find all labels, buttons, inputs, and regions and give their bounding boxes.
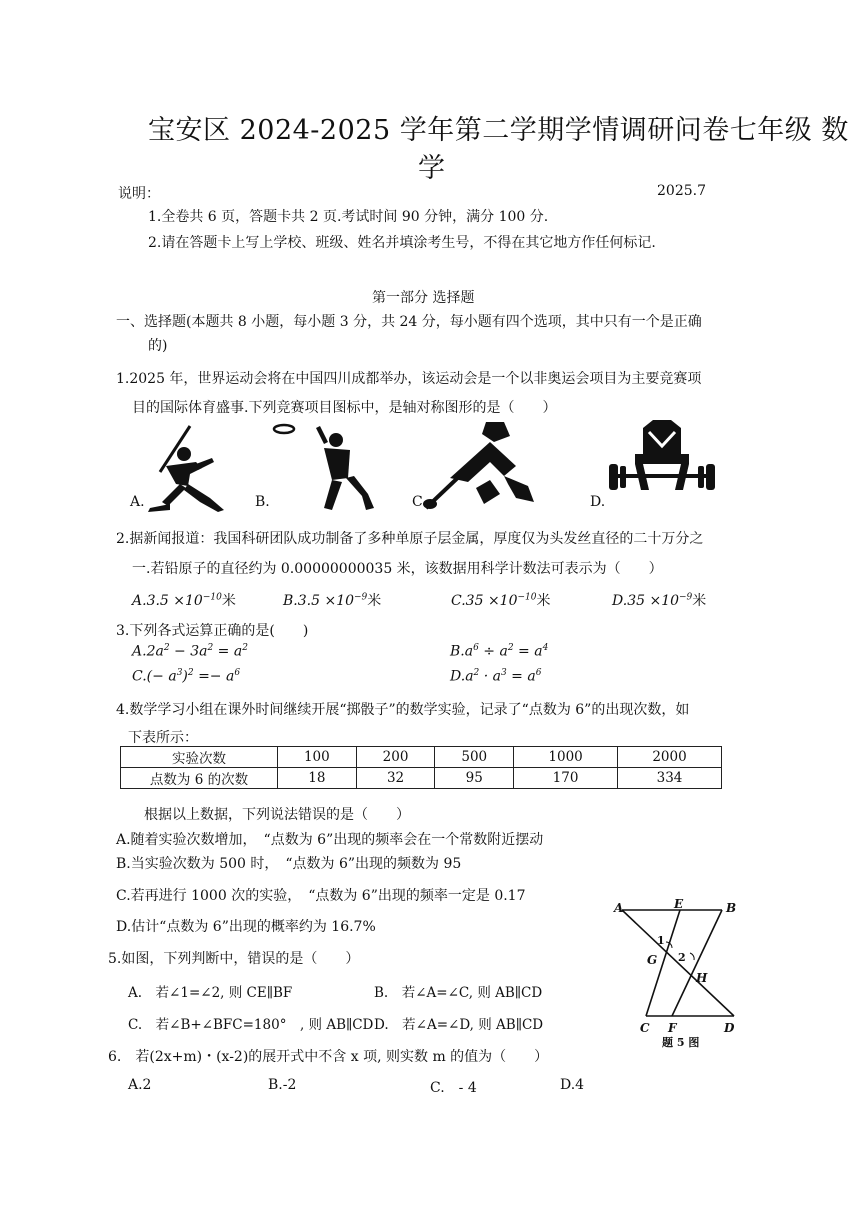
q2-option-b-coef: 3.5	[297, 593, 321, 609]
q6-option-c: C. - 4	[430, 1080, 477, 1096]
q2-option-d-letter: D.	[612, 593, 628, 609]
q1-icon-b-frisbee	[262, 424, 386, 512]
q2-option-c: $C.35 \times 10^{-10}$米	[451, 592, 551, 609]
q2-option-d: $D.35 \times 10^{-9}$米	[612, 592, 707, 609]
q2-option-d-exp: −9	[679, 592, 693, 603]
table-cell: 点数为 6 的次数	[121, 768, 278, 789]
q2-option-b-unit: 米	[367, 593, 382, 609]
part-title: 第一部分 选择题	[372, 290, 475, 306]
q2-option-a-unit: 米	[221, 593, 236, 609]
table-cell: 100	[278, 747, 357, 768]
q6-stem: 6. 若(2x+m)・(x-2)的展开式中不含 x 项, 则实数 m 的值为（ ）	[108, 1049, 549, 1065]
q3-option-b: $B.a^6 \div a^2 = a^4$	[450, 643, 549, 660]
table-row	[121, 768, 722, 789]
q5-option-b: B. 若∠A=∠C, 则 AB∥CD	[374, 985, 543, 1001]
page-title-line2: 学	[418, 153, 446, 184]
point-label: G	[647, 953, 658, 967]
table-cell: 32	[356, 768, 435, 789]
point-label: H	[696, 971, 708, 985]
q3-stem: 3.下列各式运算正确的是( )	[116, 623, 309, 639]
q2-option-c-letter: C.	[451, 593, 466, 609]
table-cell: 170	[514, 768, 618, 789]
angle-label: 2	[678, 951, 686, 964]
q1-option-c: C.	[412, 494, 427, 510]
q2-option-c-coef: 35	[465, 593, 484, 609]
q6-option-b: B.-2	[268, 1077, 297, 1093]
q2-option-a-exp: −10	[202, 592, 222, 603]
q3-option-a-letter: A.	[132, 643, 147, 660]
page-title-line1: 宝安区 2024-2025 学年第二学期学情调研问卷七年级 数	[148, 115, 849, 146]
q2-option-d-unit: 米	[692, 593, 707, 609]
table-cell: 实验次数	[121, 747, 278, 768]
q3-option-d-letter: D.	[450, 668, 466, 685]
q1-icon-a-fencing	[140, 424, 230, 512]
q3-option-b-letter: B.	[450, 643, 465, 660]
q1-stem-line1: 1.2025 年，世界运动会将在中国四川成都举办，该运动会是一个以非奥运会项目为主要竞赛项	[116, 371, 702, 387]
exam-date: 2025.7	[657, 183, 706, 199]
q5-stem: 5.如图，下列判断中，错误的是（ ）	[108, 951, 360, 967]
table-cell: 1000	[514, 747, 618, 768]
q2-stem-line2: 一.若铅原子的直径约为 0.00000000035 米，该数据用科学计数法可表示为（ ）	[132, 561, 663, 577]
q2-stem-line1: 2.据新闻报道：我国科研团队成功制备了多种单原子层金属，厚度仅为头发丝直径的二十万分之	[116, 531, 704, 547]
q1-icon-c-canoe	[420, 420, 540, 512]
note-1: 1.全卷共 6 页，答题卡共 2 页.考试时间 90 分钟，满分 100 分.	[148, 209, 549, 225]
q1-stem-line2: 目的国际体育盛事.下列竞赛项目图标中，是轴对称图形的是（ ）	[132, 400, 557, 416]
table-cell: 95	[435, 768, 514, 789]
q2-option-a-coef: 3.5	[146, 593, 169, 609]
section-instruction-line2: 的)	[148, 338, 168, 354]
q4-question: 根据以上数据，下列说法错误的是（ ）	[144, 807, 410, 823]
q3-option-a: $A.2a^2 - 3a^2 = a^2$	[132, 643, 248, 660]
figure-caption: 题 5 图	[662, 1036, 700, 1049]
q2-option-c-unit: 米	[536, 593, 551, 609]
point-label: A	[614, 901, 624, 915]
q5-option-a: A. 若∠1=∠2, 则 CE∥BF	[128, 985, 293, 1001]
q5-geometry-figure	[610, 898, 750, 1048]
angle-label: 1	[657, 934, 665, 947]
table-row	[121, 747, 722, 768]
table-cell: 2000	[618, 747, 722, 768]
q3-option-d: $D.a^2 \cdot a^3 = a^6$	[450, 668, 542, 685]
q6-option-a: A.2	[128, 1077, 152, 1093]
point-label: B	[726, 901, 737, 915]
q3-option-c-letter: C.	[132, 668, 147, 685]
table-cell: 500	[435, 747, 514, 768]
point-label: C	[640, 1021, 650, 1035]
point-label: F	[668, 1021, 677, 1035]
q4-option-d: D.估计“点数为 6”出现的概率约为 16.7%	[116, 919, 376, 935]
q1-option-b: B.	[255, 494, 270, 510]
note-label: 说明：	[118, 186, 160, 202]
q4-stem-line1: 4.数学学习小组在课外时间继续开展“掷骰子”的数学实验，记录了“点数为 6”的出现次数，如	[116, 702, 690, 718]
section-instruction-line1: 一、选择题(本题共 8 小题，每小题 3 分，共 24 分，每小题有四个选项，其中只有一个是正确	[116, 314, 702, 330]
dice-frequency-table	[120, 746, 722, 789]
table-cell: 334	[618, 768, 722, 789]
table-cell: 200	[356, 747, 435, 768]
q1-option-a: A.	[130, 494, 145, 510]
q4-option-a: A.随着实验次数增加， “点数为 6”出现的频率会在一个常数附近摆动	[116, 832, 544, 848]
q2-option-b-letter: B.	[283, 593, 298, 609]
point-label: D	[724, 1021, 735, 1035]
q5-option-c: C. 若∠B+∠BFC=180° , 则 AB∥CD	[128, 1017, 374, 1033]
q1-option-d: D.	[590, 494, 606, 510]
q4-option-c: C.若再进行 1000 次的实验， “点数为 6”出现的频率一定是 0.17	[116, 888, 526, 904]
q4-option-b: B.当实验次数为 500 时， “点数为 6”出现的频数为 95	[116, 856, 462, 872]
note-2: 2.请在答题卡上写上学校、班级、姓名并填涂考生号，不得在其它地方作任何标记.	[148, 235, 656, 251]
q2-option-b: $B.3.5 \times 10^{-9}$米	[283, 592, 382, 609]
q2-option-d-coef: 35	[627, 593, 646, 609]
q1-icon-d-weightlifting	[605, 420, 719, 502]
q5-option-d: D. 若∠A=∠D, 则 AB∥CD	[374, 1017, 544, 1033]
q2-option-b-exp: −9	[354, 592, 368, 603]
q2-option-a: $A.3.5 \times 10^{-10}$米	[132, 592, 236, 609]
table-cell: 18	[278, 768, 357, 789]
point-label: E	[674, 897, 684, 911]
q6-option-d: D.4	[560, 1077, 585, 1093]
q2-option-a-letter: A.	[132, 593, 147, 609]
q4-stem-line2: 下表所示：	[128, 730, 198, 746]
q3-option-c: $C.(- a^3)^2 =- a^6$	[132, 668, 241, 685]
q2-option-c-exp: −10	[517, 592, 537, 603]
